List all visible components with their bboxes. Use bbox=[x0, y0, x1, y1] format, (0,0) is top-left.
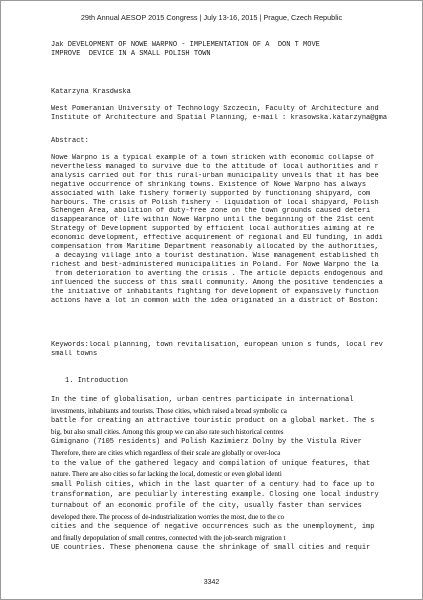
intro-line: to the value of the gathered legacy and compilation of unique features, that bbox=[51, 459, 371, 468]
intro-line: Therefore, there are cities which regardless of their scale are globally or over-loca bbox=[51, 448, 281, 457]
abstract-line: influenced the success of this small community. Among the positive tendencies a bbox=[51, 278, 383, 287]
abstract-line: analysis carried out for this rural-urban municipality unveils that it has bee bbox=[51, 171, 379, 180]
section-heading-introduction bbox=[51, 377, 423, 386]
affiliation bbox=[51, 105, 423, 123]
paper-title bbox=[51, 41, 423, 59]
intro-line: UE countries. These phenomena cause the shrinkage of small cities and requir bbox=[51, 544, 371, 553]
abstract-line: actions have a lot in common with the idea originated in a district of Boston: bbox=[51, 296, 379, 305]
intro-line: In the time of globalisation, urban centres participate in international bbox=[51, 396, 354, 404]
affiliation-line: Institute of Architecture and Spatial Planning, e-mail : krasowska.katarzyna@gma bbox=[51, 113, 388, 122]
introduction-body bbox=[51, 395, 423, 554]
intro-line: Gimignano (7105 residents) and Polish Kazimierz Dolny by the Vistula River bbox=[51, 438, 362, 447]
intro-line: small Polish cities, which in the last quarter of a century had to face up to bbox=[51, 480, 375, 489]
abstract-heading bbox=[51, 137, 423, 146]
intro-line: developed there. The process of de-industrialization worries the most, due to the co bbox=[51, 512, 285, 521]
abstract-line: disappearance of life within Nowe Warpno until the beginning of the 21st cent bbox=[51, 216, 375, 225]
author-line: Katarzyna Krasdwska bbox=[51, 88, 131, 96]
abstract-heading-text: Abstract: bbox=[51, 137, 89, 145]
abstract-line: harbours. The crisis of Polish fishery - liquidation of local shipyard, Polish bbox=[51, 198, 379, 207]
keywords-line: small towns bbox=[51, 349, 98, 358]
intro-line: cities and the sequence of negative occurrences such as the unemployment, imp bbox=[51, 523, 375, 532]
abstract-line: associated with lake fishery formerly supported by functioning shipyard, com bbox=[51, 189, 371, 198]
page-number: 3342 bbox=[203, 579, 220, 586]
title-line: IMPROVE DEVICE IN A SMALL POLISH TOWN bbox=[51, 49, 211, 58]
affiliation-line: West Pomeranian University of Technology Szczecin, Faculty of Architecture and bbox=[51, 105, 379, 113]
abstract-line: Schengen Area, abolition of duty-free zone on the town grounds caused deteri bbox=[51, 207, 371, 216]
title-line: Jak DEVELOPMENT OF NOWE WARPNO - IMPLEMENTATION OF A DON T MOVE bbox=[51, 41, 320, 49]
abstract-line: the initiative of inhabitants fighting for development of expansively function bbox=[51, 287, 379, 296]
abstract-line: nevertheless managed to survive due to the attitude of local authorities and r bbox=[51, 162, 379, 171]
keywords-line: Keywords:local planning, town revitalisation, european union s funds, local rev bbox=[51, 341, 383, 349]
intro-line: battle for creating an attractive touristic product on a global market. The s bbox=[51, 417, 375, 426]
section-heading-text: 1. Introduction bbox=[65, 377, 129, 385]
author-name bbox=[51, 88, 423, 97]
intro-line: turnabout of an economic profile of the city, usually faster than services bbox=[51, 501, 362, 510]
abstract-line: Strategy of Development supported by efficient local authorities aiming at re bbox=[51, 225, 375, 234]
abstract-body bbox=[51, 154, 423, 305]
running-header: 29th Annual AESOP 2015 Congress | July 13-16, 2015 | Prague, Czech Republic bbox=[80, 13, 343, 22]
abstract-line: Nowe Warpno is a typical example of a town stricken with economic collapse of bbox=[51, 154, 375, 162]
abstract-line: a decaying village into a tourist destination. Wise management established th bbox=[51, 251, 379, 260]
keywords bbox=[51, 341, 423, 359]
intro-line: investments, inhabitants and tourists. Those cities, which raised a broad symbolic ca bbox=[51, 406, 287, 415]
abstract-line: compensation from Maritime Department reasonably allocated by the authorities, bbox=[51, 243, 379, 252]
abstract-line: from deterioration to averting the crisis . The article depicts endogenous and bbox=[51, 269, 383, 278]
abstract-line: richest and best-administered municipalities in Poland. For Nowe Warpno the la bbox=[51, 260, 379, 269]
abstract-line: negative occurrence of shrinking towns. Existence of Nowe Warpno has always bbox=[51, 180, 367, 189]
intro-line: transformation, are peculiarly interesting example. Closing one local industry bbox=[51, 491, 379, 500]
intro-line: big, but also small cities. Among this group we can also rate such historical centres bbox=[51, 427, 284, 436]
intro-line: and finally depopulation of small centres, connected with the job-search migration t bbox=[51, 533, 286, 542]
intro-line: nature. There are also cities so far lacking the local, domestic or even global identi bbox=[51, 470, 282, 479]
abstract-line: economic development, effective acquirement of regional and EU funding, in addi bbox=[51, 234, 383, 243]
